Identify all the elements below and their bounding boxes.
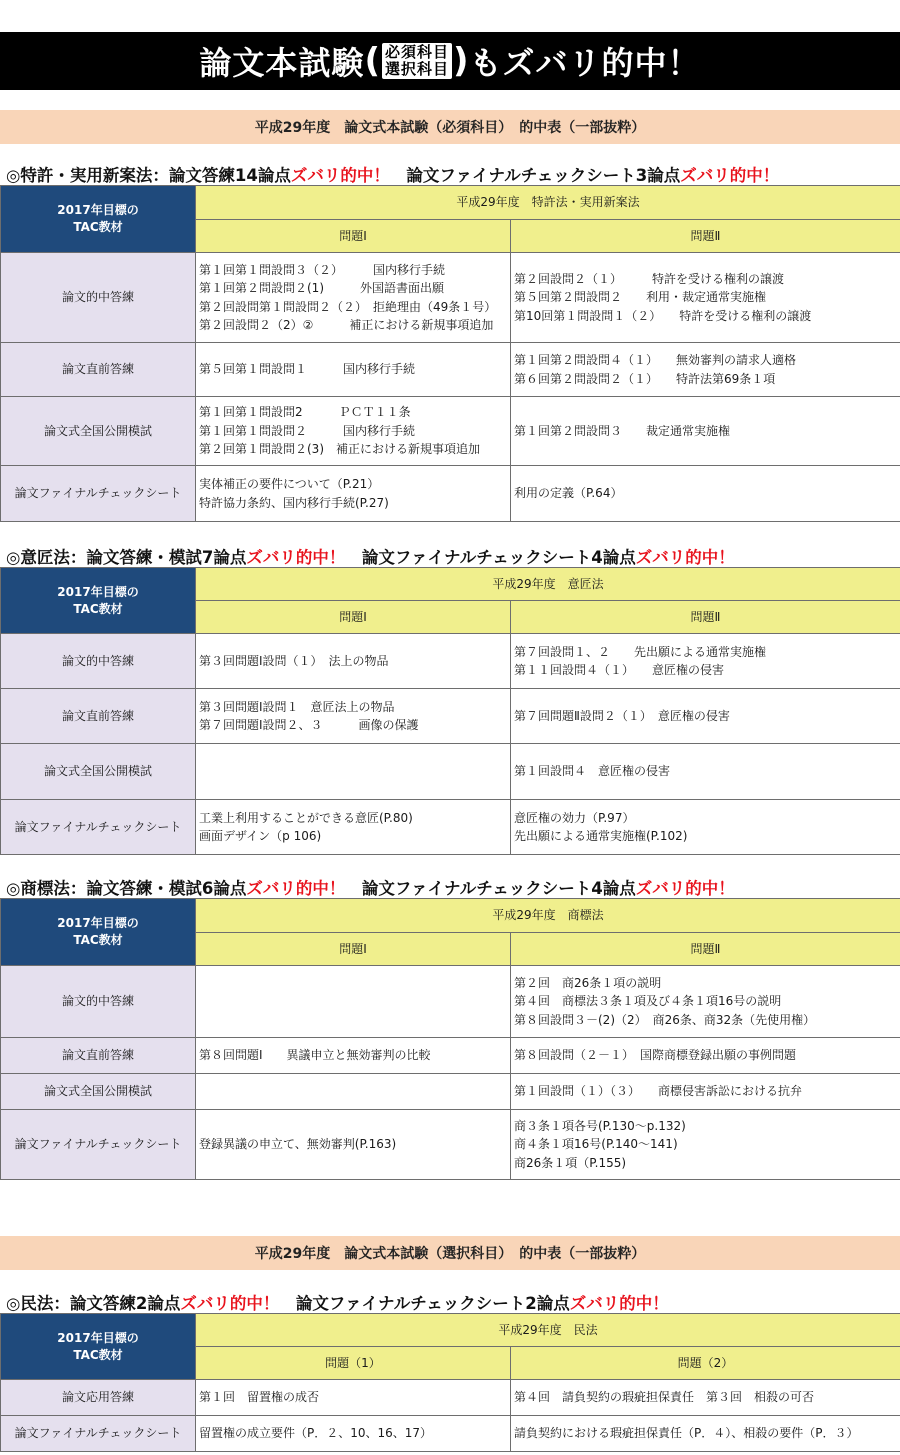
year-header: 平成29年度 意匠法 bbox=[196, 568, 900, 601]
year-header: 平成29年度 特許法・実用新案法 bbox=[196, 186, 900, 220]
banner-paren-open: ( bbox=[364, 41, 381, 81]
row-label: 論文式全国公開模試 bbox=[1, 1074, 196, 1110]
banner-paren-close: ) bbox=[453, 41, 470, 81]
cell-line: 意匠権の効力（P.97） bbox=[514, 810, 635, 825]
table-row bbox=[1, 466, 900, 522]
cell-line: 第１回第２問設問４（１） 無効審判の請求人適格 bbox=[514, 353, 797, 367]
cell-problem-2 bbox=[511, 466, 900, 522]
cell-problem-1 bbox=[196, 343, 511, 397]
cell-problem-2 bbox=[511, 1380, 900, 1416]
cell-problem-2 bbox=[511, 1416, 900, 1452]
cell-problem-1 bbox=[196, 1380, 511, 1416]
table-corner-header: 2017年目標の TAC教材 bbox=[1, 1314, 196, 1380]
cell-line: 実体補正の要件について（P.21） bbox=[199, 477, 380, 491]
cell-problem-2 bbox=[511, 1110, 900, 1180]
table-corner-header: 2017年目標の TAC教材 bbox=[1, 568, 196, 634]
cell-problem-1 bbox=[196, 800, 511, 855]
row-label: 論文的中答練 bbox=[1, 966, 196, 1038]
row-label: 論文的中答練 bbox=[1, 253, 196, 343]
hit-label: ズバリ的中！ bbox=[569, 1294, 669, 1313]
table-row bbox=[1, 1380, 900, 1416]
section-title-text: ◎特許・実用新案法：論文答練14論点 bbox=[6, 166, 291, 185]
row-label: 論文式全国公開模試 bbox=[1, 744, 196, 800]
subhead-required: 平成29年度 論文式本試験（必須科目） 的中表（一部抜粋） bbox=[0, 110, 900, 144]
banner-subject-stack bbox=[382, 43, 452, 79]
hit-label: ズバリ的中！ bbox=[246, 879, 346, 898]
cell-line: 第２回設問第１問設問２（２） 拒絶理由（49条１号） bbox=[199, 299, 497, 314]
cell-problem-2 bbox=[511, 1038, 900, 1074]
cell-line: 第７回問題Ⅰ設問２、３ 画像の保護 bbox=[199, 718, 419, 732]
cell-line: 第４回 商標法３条１項及び４条１項16号の説明 bbox=[514, 994, 782, 1009]
row-label: 論文式全国公開模試 bbox=[1, 397, 196, 466]
cell-line: 第３回問題Ⅰ設問（１） 法上の物品 bbox=[199, 653, 389, 668]
cell-problem-2 bbox=[511, 689, 900, 744]
cell-line: 第８回設問（２－１） 国際商標登録出願の事例問題 bbox=[514, 1048, 797, 1063]
cell-line: 第10回第１問設問１（２） 特許を受ける権利の譲渡 bbox=[514, 308, 812, 323]
cell-line: 第５回第２問設問２ 利用・裁定通常実施権 bbox=[514, 290, 767, 305]
cell-line: 先出願による通常実施権(P.102) bbox=[514, 829, 688, 843]
headline-banner bbox=[0, 32, 900, 90]
cell-line: 商３条１項各号(P.130～p.132) bbox=[514, 1118, 686, 1133]
cell-line: 第２回 商26条１項の説明 bbox=[514, 975, 662, 990]
section-title-patent bbox=[6, 162, 779, 186]
table-row bbox=[1, 634, 900, 689]
cell-line: 第８回設問３－(2)（2） 商26条、商32条（先使用権） bbox=[514, 1012, 816, 1027]
cell-line: 第１回 留置権の成否 bbox=[199, 1390, 320, 1405]
cell-line: 登録異議の申立て、無効審判(P.163) bbox=[199, 1137, 397, 1152]
column-header-1: 問題Ⅰ bbox=[196, 933, 511, 966]
cell-line: 第１回設問４ 意匠権の侵害 bbox=[514, 764, 671, 779]
year-header: 平成29年度 民法 bbox=[196, 1314, 900, 1347]
row-label: 論文ファイナルチェックシート bbox=[1, 800, 196, 855]
cell-line: 第１１回設問４（１） 意匠権の侵害 bbox=[514, 663, 725, 677]
hit-label: ズバリ的中！ bbox=[635, 548, 735, 567]
cell-line: 第６回第２問設問２（１） 特許法第69条１項 bbox=[514, 371, 776, 386]
section-title-text: 論文ファイナルチェックシート2論点 bbox=[279, 1294, 570, 1313]
cell-line: 第４回 請負契約の瑕疵担保責任 第３回 相殺の可否 bbox=[514, 1390, 815, 1405]
row-label: 論文的中答練 bbox=[1, 634, 196, 689]
table-row bbox=[1, 397, 900, 466]
table-row bbox=[1, 1416, 900, 1452]
cell-line: 第１回第１問設問３（２） 国内移行手続 bbox=[199, 262, 446, 277]
column-header-2: 問題Ⅱ bbox=[511, 933, 900, 966]
row-label: 論文直前答練 bbox=[1, 1038, 196, 1074]
hit-label: ズバリ的中！ bbox=[290, 166, 390, 185]
cell-line: 利用の定義（P.64） bbox=[514, 486, 623, 501]
cell-line: 第５回第１問設問１ 国内移行手続 bbox=[199, 362, 416, 377]
cell-problem-2 bbox=[511, 343, 900, 397]
cell-problem-1 bbox=[196, 1110, 511, 1180]
table-row bbox=[1, 800, 900, 855]
cell-line: 留置権の成立要件（P．２、10、16、17） bbox=[199, 1426, 433, 1441]
table-row bbox=[1, 1038, 900, 1074]
table-corner-header: 2017年目標の TAC教材 bbox=[1, 899, 196, 966]
cell-line: 第３回問題Ⅰ設問１ 意匠法上の物品 bbox=[199, 699, 395, 714]
table-patent bbox=[0, 185, 900, 522]
section-title-civil bbox=[6, 1290, 669, 1314]
column-header-2: 問題Ⅱ bbox=[511, 601, 900, 634]
table-row bbox=[1, 253, 900, 343]
hit-label: ズバリ的中！ bbox=[180, 1294, 280, 1313]
cell-line: 第１回第２問設問３ 裁定通常実施権 bbox=[514, 423, 731, 438]
cell-problem-2 bbox=[511, 397, 900, 466]
banner-text-left: 論文本試験 bbox=[199, 44, 365, 82]
column-header-1: 問題Ⅰ bbox=[196, 220, 511, 253]
section-title-text: ◎民法：論文答練2論点 bbox=[6, 1294, 181, 1313]
cell-problem-1 bbox=[196, 1038, 511, 1074]
cell-problem-1 bbox=[196, 1074, 511, 1110]
cell-line: 第７回問題Ⅱ設問２（１） 意匠権の侵害 bbox=[514, 708, 730, 723]
cell-line: 第２回設問２（2）② 補正における新規事項追加 bbox=[199, 318, 494, 332]
cell-problem-1 bbox=[196, 466, 511, 522]
cell-problem-2 bbox=[511, 253, 900, 343]
table-corner-header: 2017年目標の TAC教材 bbox=[1, 186, 196, 253]
row-label: 論文ファイナルチェックシート bbox=[1, 1416, 196, 1452]
cell-line: 第１回第１問設問２ 国内移行手続 bbox=[199, 423, 416, 438]
cell-problem-1 bbox=[196, 744, 511, 800]
hit-label: ズバリ的中！ bbox=[635, 879, 735, 898]
column-header-2: 問題Ⅱ bbox=[511, 220, 900, 253]
section-title-text: ◎意匠法：論文答練・模試7論点 bbox=[6, 548, 247, 567]
cell-problem-1 bbox=[196, 1416, 511, 1452]
table-row bbox=[1, 1074, 900, 1110]
cell-problem-2 bbox=[511, 800, 900, 855]
cell-line: 工業上利用することができる意匠(P.80) bbox=[199, 810, 413, 825]
section-title-design bbox=[6, 544, 735, 568]
table-civil bbox=[0, 1313, 900, 1452]
year-header: 平成29年度 商標法 bbox=[196, 899, 900, 933]
subhead-elective: 平成29年度 論文式本試験（選択科目） 的中表（一部抜粋） bbox=[0, 1236, 900, 1270]
cell-problem-2 bbox=[511, 744, 900, 800]
cell-problem-1 bbox=[196, 253, 511, 343]
column-header-1: 問題（1） bbox=[196, 1347, 511, 1380]
cell-problem-2 bbox=[511, 966, 900, 1038]
column-header-1: 問題Ⅰ bbox=[196, 601, 511, 634]
cell-line: 第８回問題Ⅰ 異議申立と無効審判の比較 bbox=[199, 1048, 431, 1063]
table-row bbox=[1, 689, 900, 744]
cell-line: 特許協力条約、国内移行手続(P.27) bbox=[199, 495, 389, 510]
banner-stack-top: 必須科目 bbox=[384, 43, 449, 61]
table-row bbox=[1, 744, 900, 800]
banner-stack-bottom: 選択科目 bbox=[384, 60, 449, 78]
cell-line: 第２回設問２（１） 特許を受ける権利の譲渡 bbox=[514, 271, 785, 286]
row-label: 論文応用答練 bbox=[1, 1380, 196, 1416]
cell-problem-1 bbox=[196, 966, 511, 1038]
section-title-text: 論文ファイナルチェックシート4論点 bbox=[345, 548, 636, 567]
cell-problem-1 bbox=[196, 689, 511, 744]
cell-line: 商４条１項16号(P.140～141) bbox=[514, 1137, 678, 1152]
cell-line: 第１回第１問設問2 ＰＣＴ１１条 bbox=[199, 405, 411, 420]
cell-problem-2 bbox=[511, 1074, 900, 1110]
cell-line: 第１回設問（１）（３） 商標侵害訴訟における抗弁 bbox=[514, 1084, 803, 1099]
table-design bbox=[0, 567, 900, 855]
hit-label: ズバリ的中！ bbox=[246, 548, 346, 567]
column-header-2: 問題（2） bbox=[511, 1347, 900, 1380]
section-title-text: 論文ファイナルチェックシート4論点 bbox=[345, 879, 636, 898]
cell-line: 第１回第２問設問２(1) 外国語書面出願 bbox=[199, 281, 444, 295]
row-label: 論文ファイナルチェックシート bbox=[1, 466, 196, 522]
cell-problem-2 bbox=[511, 634, 900, 689]
cell-problem-1 bbox=[196, 634, 511, 689]
section-title-text: ◎商標法：論文答練・模試6論点 bbox=[6, 879, 247, 898]
table-row bbox=[1, 1110, 900, 1180]
table-row bbox=[1, 966, 900, 1038]
row-label: 論文直前答練 bbox=[1, 689, 196, 744]
cell-line: 商26条１項（P.155) bbox=[514, 1155, 627, 1170]
banner-text-right: もズバリ的中！ bbox=[469, 44, 701, 82]
row-label: 論文ファイナルチェックシート bbox=[1, 1110, 196, 1180]
cell-line: 画面デザイン（p 106) bbox=[199, 829, 322, 843]
cell-line: 請負契約における瑕疵担保責任（P．４）、相殺の要件（P．３） bbox=[514, 1426, 859, 1441]
table-row bbox=[1, 343, 900, 397]
section-title-text: 論文ファイナルチェックシート3論点 bbox=[389, 166, 681, 185]
row-label: 論文直前答練 bbox=[1, 343, 196, 397]
table-trademark bbox=[0, 898, 900, 1180]
hit-label: ズバリ的中！ bbox=[680, 166, 780, 185]
section-title-trademark bbox=[6, 875, 735, 899]
cell-problem-1 bbox=[196, 397, 511, 466]
cell-line: 第７回設問１、２ 先出願による通常実施権 bbox=[514, 644, 767, 659]
cell-line: 第２回第１問設問２(3) 補正における新規事項追加 bbox=[199, 442, 481, 457]
